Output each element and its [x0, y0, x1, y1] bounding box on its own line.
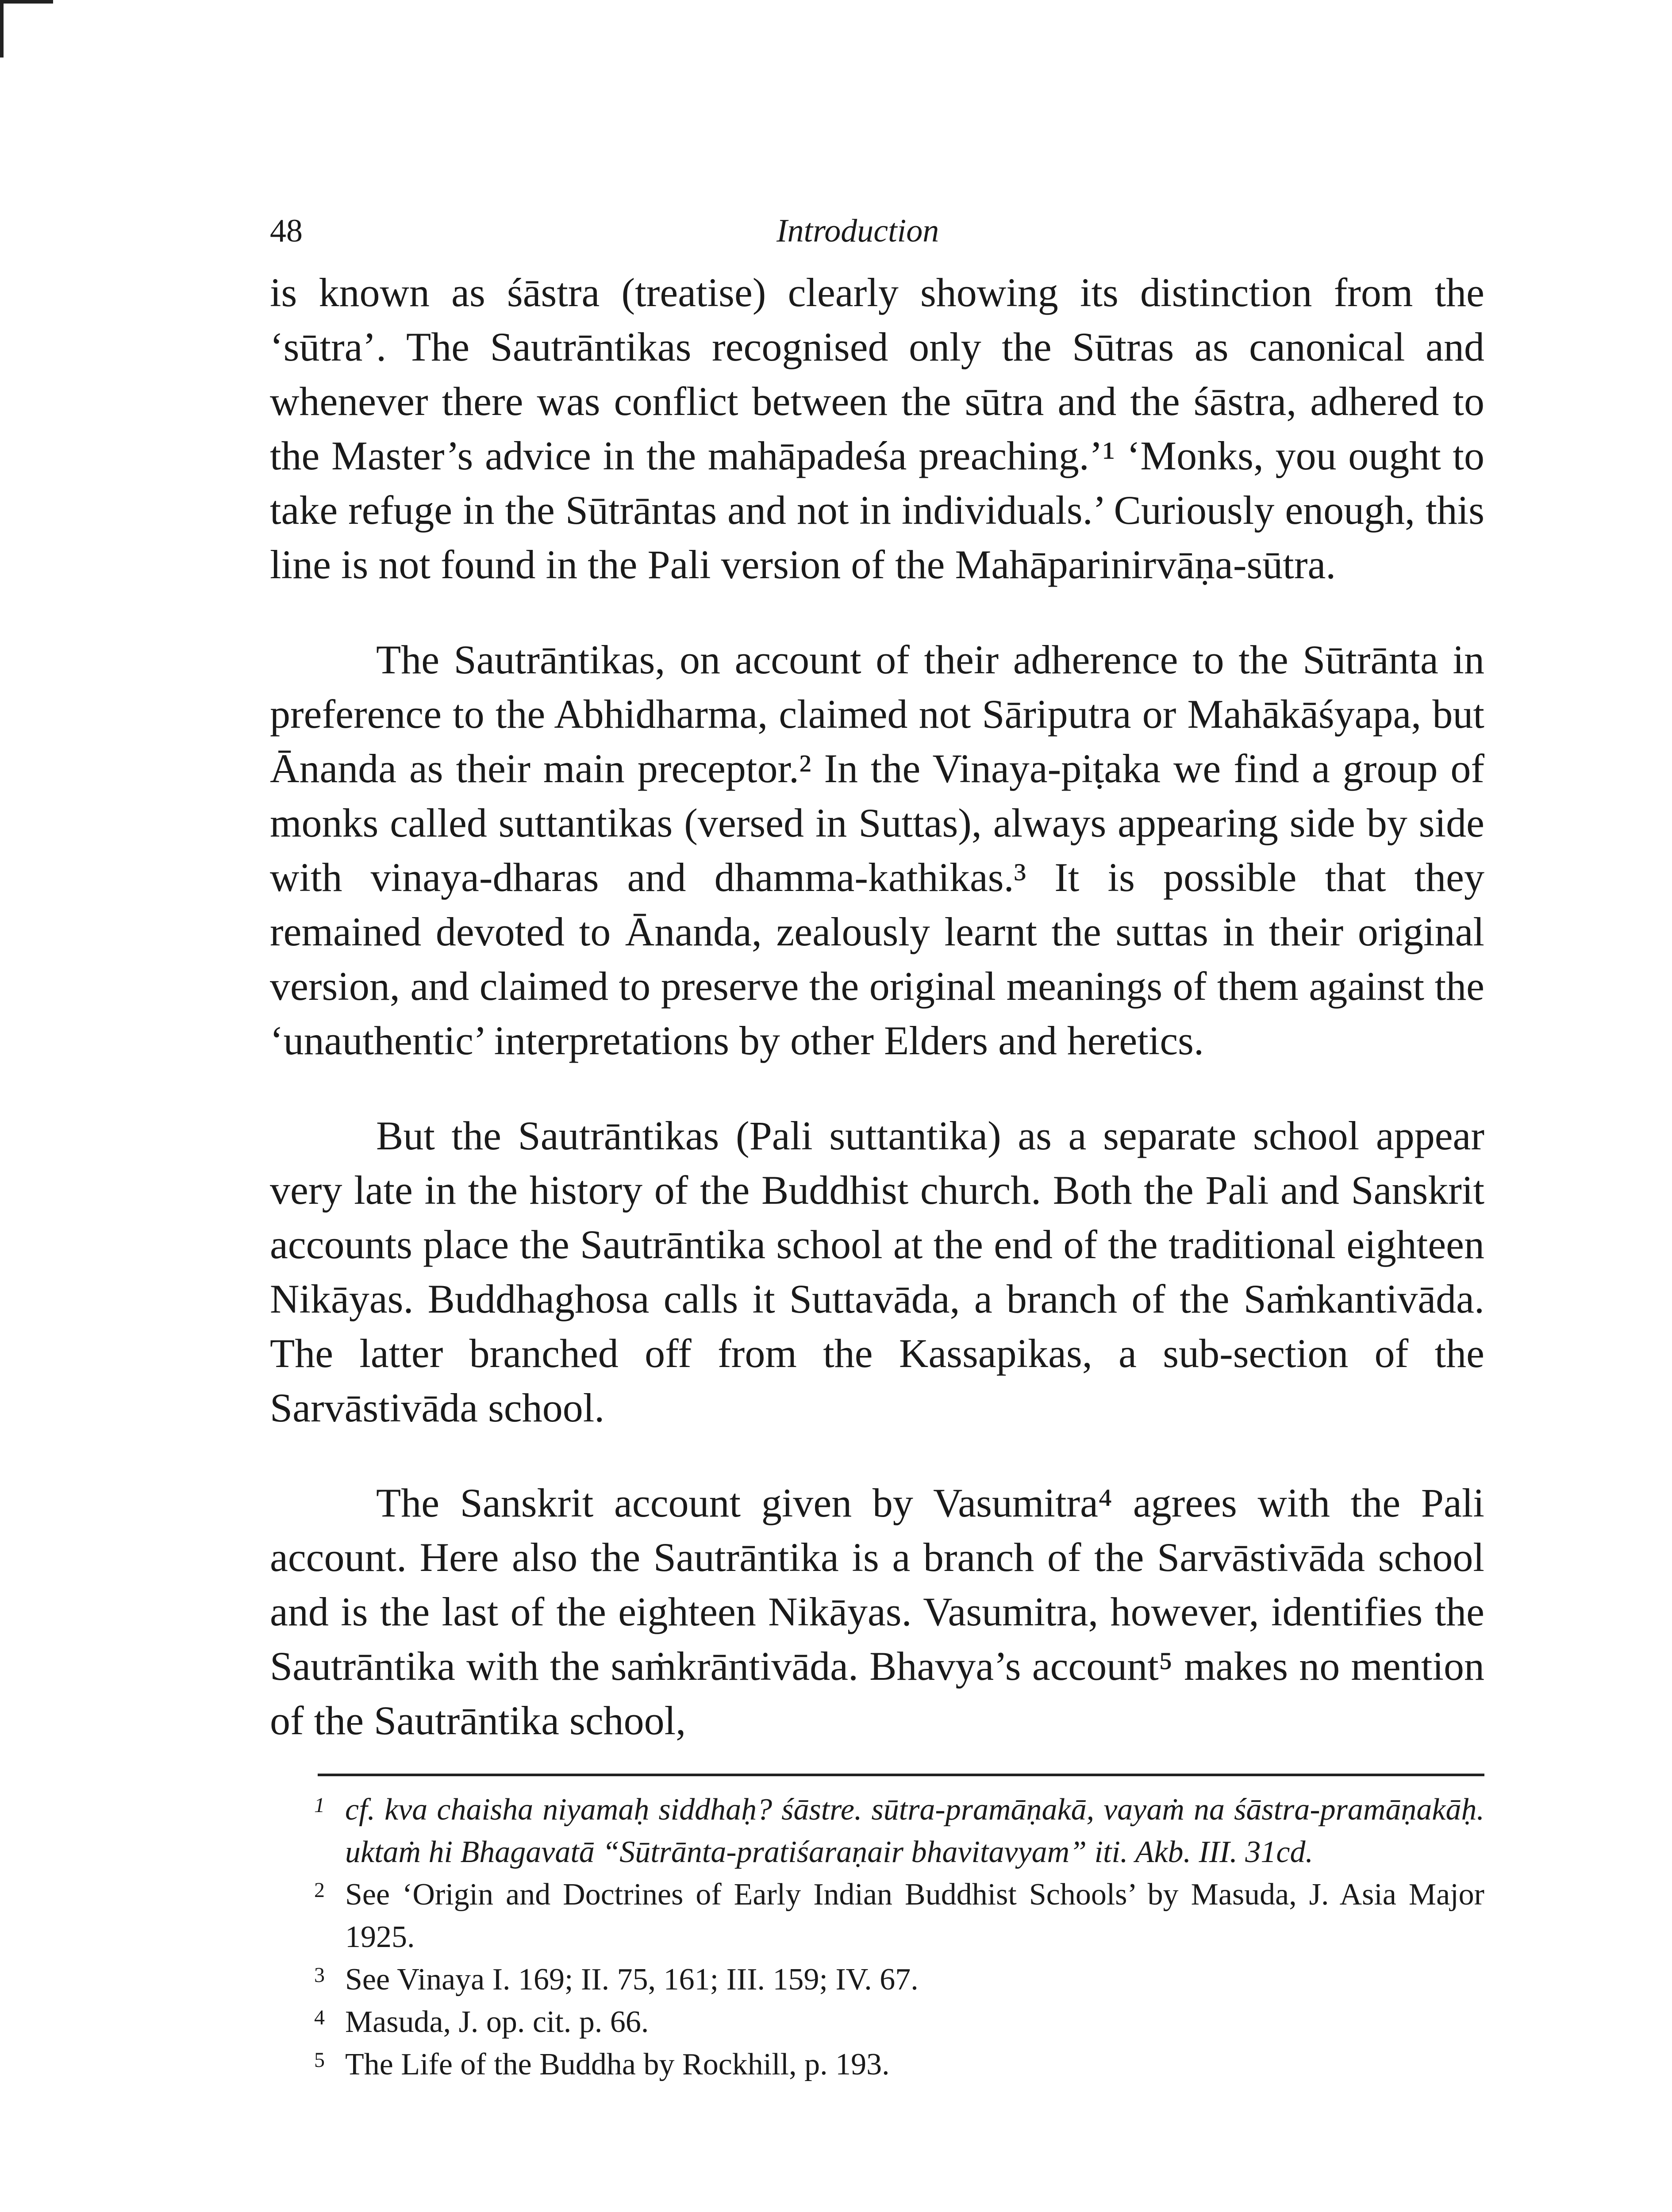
- scan-corner-mark: [0, 0, 53, 58]
- footnote-2: [270, 1874, 1484, 1959]
- footnote-number: 2: [314, 1878, 325, 1902]
- footnote-text: Masuda, J. op. cit. p. 66.: [345, 2005, 649, 2039]
- page-header: [270, 212, 1484, 265]
- footnote-text: cf. kva chaisha niyamaḥ siddhaḥ? śāstre. sūtra-pramāṇakā, vayaṁ na śāstra-pramāṇakāḥ. uktaṁ hi Bhagavatā “Sūtrānta-pratiśaraṇair bhavitavyam” iti. Akb. III. 31cd.: [345, 1793, 1484, 1869]
- footnote-3: [270, 1959, 1484, 2001]
- running-title: Introduction: [776, 213, 939, 249]
- footnote-number: 4: [314, 2006, 325, 2029]
- paragraph-1: is known as śāstra (treatise) clearly showing its distinction from the ‘sūtra’. The Sautrāntikas recognised only the Sūtras as canonical and whenever there was conflict between the sūtra and the śāstra, adhered to the Master’s advice in the mahāpadeśa preaching.’¹ ‘Monks, you ought to take refuge in the Sūtrāntas and not in individuals.’ Curiously enough, this line is not found in the Pali version of the Mahāparinirvāṇa-sūtra.: [270, 270, 1484, 587]
- footnote-number: 1: [314, 1793, 325, 1817]
- footnote-5: [270, 2043, 1484, 2086]
- footnote-1: [270, 1789, 1484, 1874]
- footnote-rule: [318, 1774, 1484, 1776]
- footnote-4: [270, 2001, 1484, 2043]
- footnote-text: See ‘Origin and Doctrines of Early Indian Buddhist Schools’ by Masuda, J. Asia Major 1925.: [345, 1878, 1484, 1954]
- paragraph-3: But the Sautrāntikas (Pali suttantika) as a separate school appear very late in the history of the Buddhist church. Both the Pali and Sanskrit accounts place the Sautrāntika school at the end of the traditional eighteen Nikāyas. Buddhaghosa calls it Suttavāda, a branch of the Saṁkantivāda. The latter branched off from the Kassapikas, a sub-section of the Sarvāstivāda school.: [270, 1113, 1484, 1430]
- footnote-number: 5: [314, 2048, 325, 2072]
- footnotes: [270, 1789, 1484, 2086]
- footnote-text: See Vinaya I. 169; II. 75, 161; III. 159; IV. 67.: [345, 1962, 919, 1997]
- footnote-number: 3: [314, 1963, 325, 1987]
- footnote-text: The Life of the Buddha by Rockhill, p. 193.: [345, 2047, 890, 2081]
- book-page: [270, 212, 1484, 2086]
- paragraph-4: The Sanskrit account given by Vasumitra⁴ agrees with the Pali account. Here also the Sautrāntika is a branch of the Sarvāstivāda school and is the last of the eighteen Nikāyas. Vasumitra, however, identifies the Sautrāntika with the saṁkrāntivāda. Bhavya’s account⁵ makes no mention of the Sautrāntika school,: [270, 1480, 1484, 1743]
- page-number: 48: [270, 213, 303, 249]
- paragraph-2: The Sautrāntikas, on account of their adherence to the Sūtrānta in preference to the Abhidharma, claimed not Sāriputra or Mahākāśyapa, but Ānanda as their main preceptor.² In the Vinaya-piṭaka we find a group of monks called suttantikas (versed in Suttas), always appearing side by side with vinaya-dharas and dhamma-kathikas.³ It is possible that they remained devoted to Ānanda, zealously learnt the suttas in their original version, and claimed to preserve the original meanings of them against the ‘unauthentic’ interpretations by other Elders and heretics.: [270, 637, 1484, 1063]
